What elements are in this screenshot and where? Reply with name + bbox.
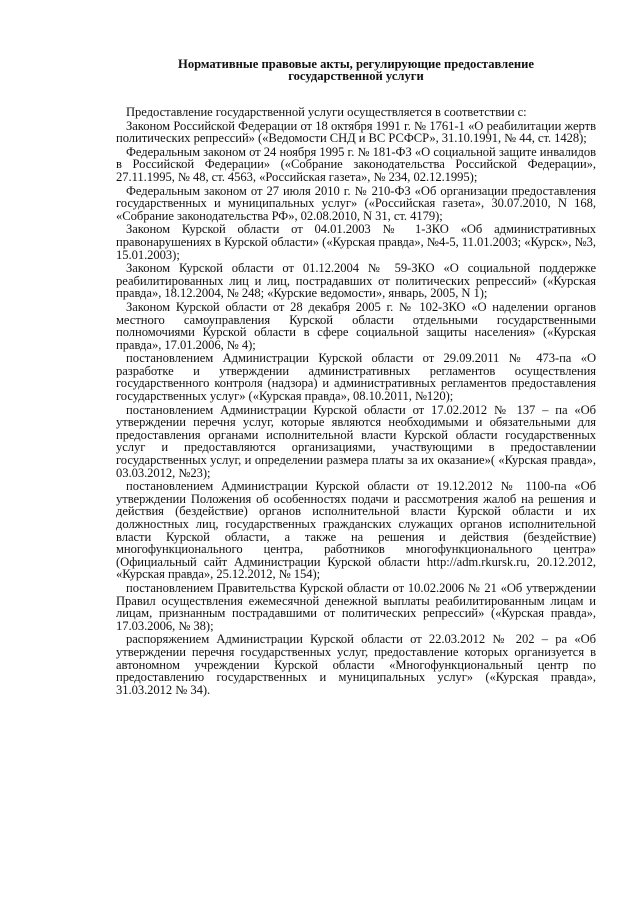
legal-act-item: Законом Курской области от 28 декабря 2005 г. № 102-ЗКО «О наделении органов местного самоуправления Курской области отдельными государственными полномочиями Курской области в сфере социальной защиты населения» («Курская правда», 17.01.2006, № 4); [116, 299, 596, 352]
legal-act-item: Федеральным законом от 27 июля 2010 г. № 210-ФЗ «Об организации предоставления государственных и муниципальных услуг» («Российская газета», 30.07.2010, N 168, «Собрание законодательства РФ», 02.08.2010, N 31, ст. 4179); [116, 183, 596, 223]
legal-act-item: Законом Курской области от 04.01.2003 № 1-ЗКО «Об административных правонарушениях в Курской области» («Курская правда», №4-5, 11.01.2003; «Курск», №3, 15.01.2003); [116, 222, 596, 262]
legal-act-item: постановлением Администрации Курской области от 19.12.2012 № 1100-па «Об утверждении Положения об особенностях подачи и рассмотрения жалоб на решения и действия (бездействие) органов исполнительной власти Курской области и их должностных лиц, государственных гражданских служащих органов исполнительной власти Курской области, а также на решения и действия (бездействие) многофункционального центра, работников многофункционального центра» (Официальный сайт Администрации Курской области http://adm.rkursk.ru, 20.12.2012, «Курская правда», 25.12.2012, № 154); [116, 479, 596, 582]
legal-act-item: распоряжением Администрации Курской области от 22.03.2012 № 202 – ра «Об утверждении перечня государственных услуг, предоставление которых организуется в автономном учреждении Курской области «Многофункциональный центр по предоставлению государственных и муниципальных услуг» («Курская правда», 31.03.2012 № 34). [116, 632, 596, 697]
legal-act-item: Законом Российской Федерации от 18 октября 1991 г. № 1761-1 «О реабилитации жертв политических репрессий» («Ведомости СНД и ВС РСФСР», 31.10.1991, № 44, ст. 1428); [116, 118, 596, 146]
title-line-2: государственной услуги [288, 69, 424, 83]
legal-act-item: постановлением Администрации Курской области от 17.02.2012 № 137 – па «Об утверждении перечня услуг, которые являются необходимыми и обязательными для предоставления органами исполнительной власти Курской области государственных услуг и предоставляются организациями, участвующими в предоставлении государственных услуг, и определении размера платы за их оказание»( «Курская правда», 03.03.2012, №23); [116, 402, 596, 480]
document-title [116, 58, 596, 82]
document-page [116, 58, 596, 697]
document-body [116, 106, 596, 696]
intro-paragraph: Предоставление государственной услуги осуществляется в соответствии с: [126, 105, 527, 119]
legal-act-item: Федеральным законом от 24 ноября 1995 г. № 181-ФЗ «О социальной защите инвалидов в Российской Федерации» («Собрание законодательства Российской Федерации», 27.11.1995, № 48, ст. 4563, «Российская газета», № 234, 02.12.1995); [116, 144, 596, 184]
title-line-1: Нормативные правовые акты, регулирующие предоставление [178, 57, 534, 71]
legal-act-item: постановлением Администрации Курской области от 29.09.2011 № 473-па «О разработке и утверждении административных регламентов осуществления государственного контроля (надзора) и административных регламентов предоставления государственных услуг» («Курская правда», 08.10.2011, №120); [116, 351, 596, 404]
legal-act-item: Законом Курской области от 01.12.2004 № 59-ЗКО «О социальной поддержке реабилитированных лиц и лиц, пострадавших от политических репрессий» («Курская правда», 18.12.2004, № 248; «Курские ведомости», январь, 2005, N 1); [116, 261, 596, 301]
legal-act-item: постановлением Правительства Курской области от 10.02.2006 № 21 «Об утверждении Правил осуществления ежемесячной денежной выплаты реабилитированным лицам и лицам, признанным пострадавшими от политических репрессий» («Курская правда», 17.03.2006, № 38); [116, 580, 596, 633]
